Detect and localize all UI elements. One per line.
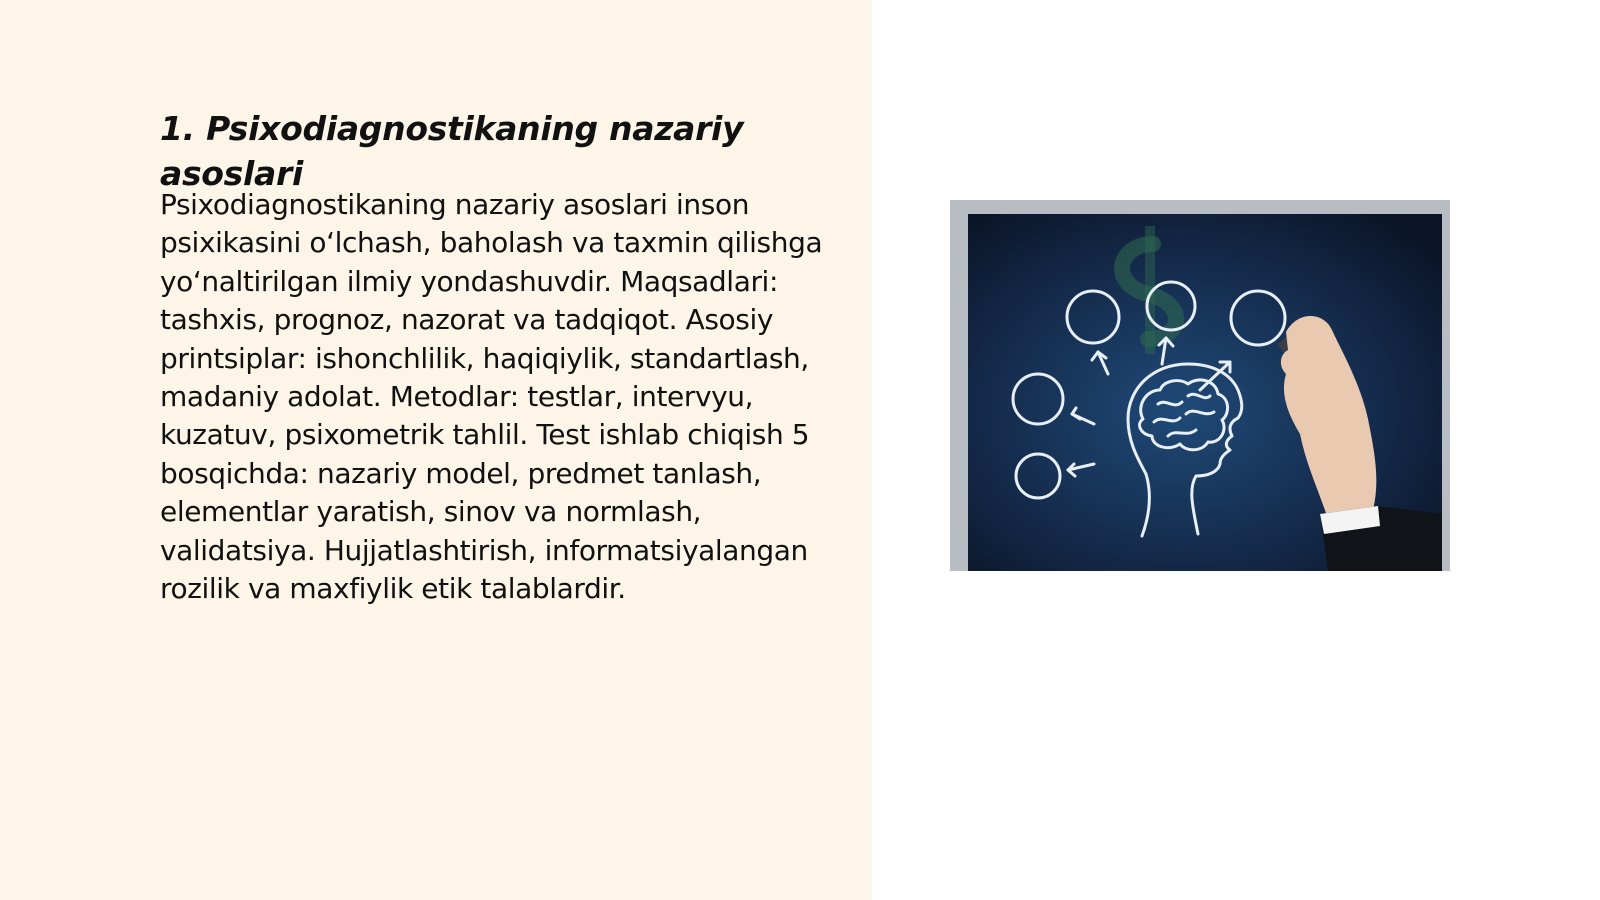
brain-diagram-icon [968,214,1442,571]
slide-body-text: Psixodiagnostikaning nazariy asoslari inson psixikasini o‘lchash, baholash va taxmin qilishga yo‘naltirilgan ilmiy yondashuvdir. Maqsadlari: tashxis, prognoz, nazorat va tadqiqot. Asosiy printsiplar: ishonchlilik, haqiqiylik, standartlash, madaniy adolat. Metodlar: testlar, intervyu, kuzatuv, psixometrik tahlil. Test ishlab chiqish 5 bosqichda: nazariy model, predmet tanlash, elementlar yaratish, sinov va normlash, validatsiya. Hujjatlashtirish, informatsiyalangan rozilik va maxfiylik etik talablardir. [160,188,823,606]
slide-image [950,200,1450,571]
slide-title: 1. Psixodiagnostikaning nazariy asoslari [160,109,744,193]
